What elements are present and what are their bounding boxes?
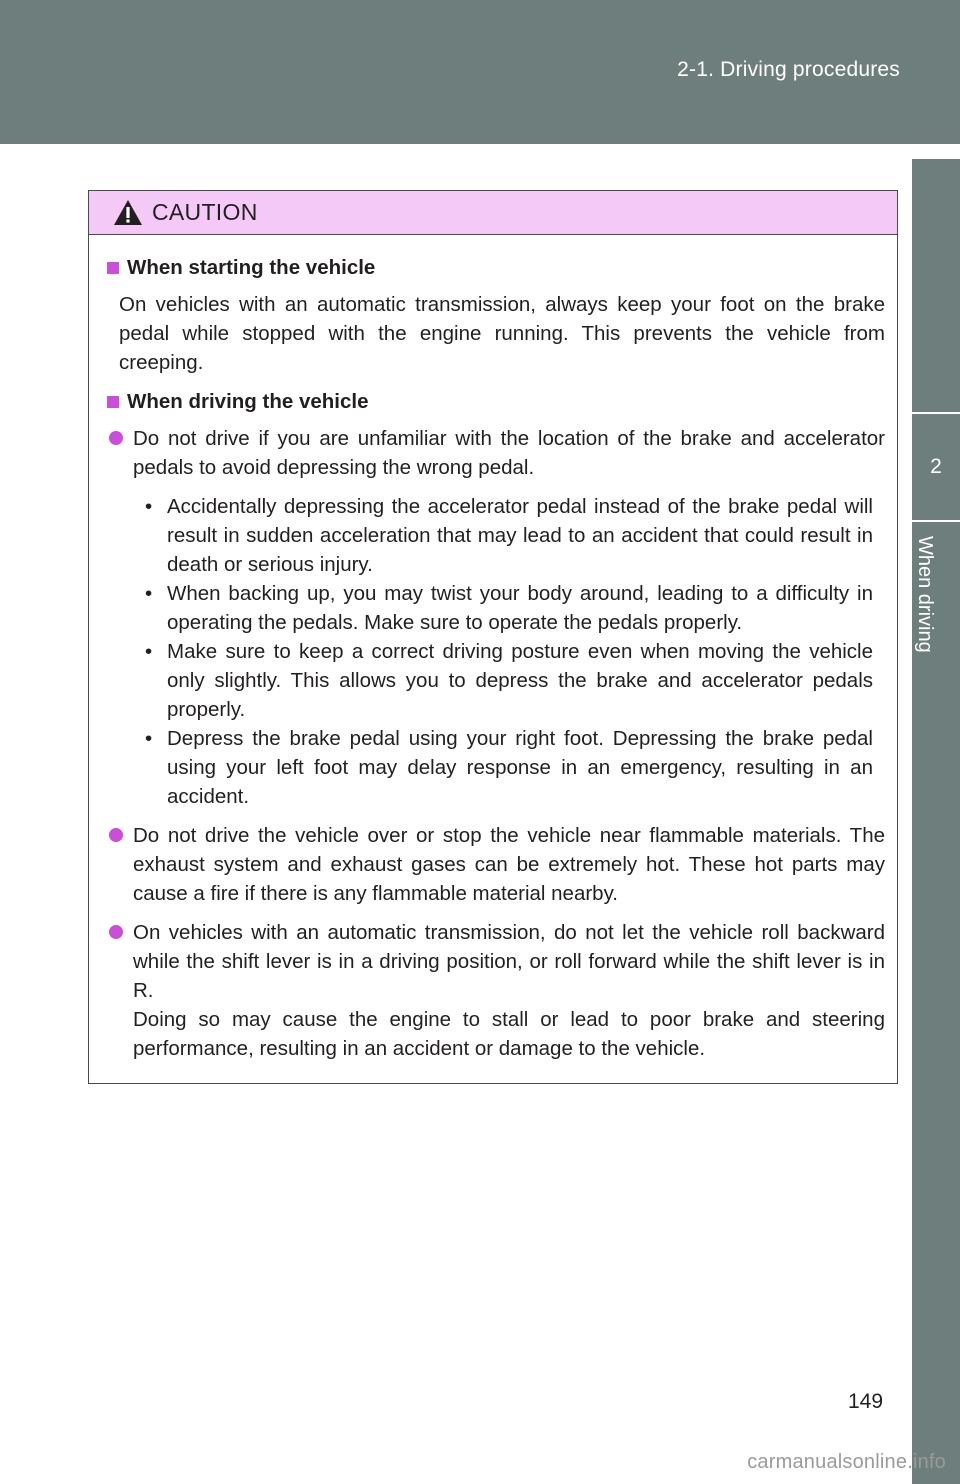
caution-body [89,235,897,1063]
section-heading [105,387,885,416]
circle-bullet-icon [109,828,123,842]
watermark: carmanualsonline.info [747,1451,946,1473]
bullet-text: Do not drive if you are unfamiliar with the location of the brake and accelerator pedals to avoid depressing the wrong pedal. [133,427,885,479]
bullet-text: On vehicles with an automatic transmission, do not let the vehicle roll backward while the shift lever is in a driving position, or roll forward while the shift lever is in R. [133,921,885,1002]
list-item [105,821,885,908]
page-number: 149 [848,1390,884,1413]
section-heading-text: When driving the vehicle [127,390,369,413]
square-bullet-icon [107,396,119,408]
paragraph: On vehicles with an automatic transmission, always keep your foot on the brake pedal while stopped with the engine running. This prevents the vehicle from creeping. [119,293,885,374]
chapter-number: 2 [930,455,942,478]
section-heading [105,253,885,282]
chapter-label: When driving [914,536,936,653]
sub-list [145,492,873,811]
circle-bullet-icon [109,431,123,445]
bullet-text: Do not drive the vehicle over or stop the vehicle near flammable materials. The exhaust system and exhaust gases can be extremely hot. These hot parts may cause a fire if there is any flammable material nearby. [133,824,885,905]
caution-box [88,190,898,1084]
dot-mark-icon: • [145,582,153,605]
sub-item-text: Make sure to keep a correct driving posture even when moving the vehicle only slightly. This allows you to depress the brake and accelerator pedals properly. [167,640,873,721]
section-title: 2-1. Driving procedures [677,58,900,81]
caution-title: CAUTION [152,199,258,225]
list-item [105,424,885,482]
side-tab-top [912,159,960,412]
sub-item-text: Depress the brake pedal using your right foot. Depressing the brake pedal using your left foot may delay response in an emergency, resulting in an accident. [167,727,873,808]
side-tab-chapter [912,414,960,520]
sub-list-item [145,492,873,579]
warning-triangle-icon [113,199,143,226]
square-bullet-icon [107,262,119,274]
sub-item-text: Accidentally depressing the accelerator pedal instead of the brake pedal will result in sudden acceleration that may lead to an accident that could result in death or serious injury. [167,495,873,576]
dot-mark-icon: • [145,640,153,663]
header-band [0,0,960,144]
sub-list-item [145,724,873,811]
sub-list-item [145,579,873,637]
bullet-text-continued: Doing so may cause the engine to stall or lead to poor brake and steering performance, resulting in an accident or damage to the vehicle. [133,1008,885,1060]
sub-item-text: When backing up, you may twist your body around, leading to a difficulty in operating the pedals. Make sure to operate the pedals properly. [167,582,873,634]
circle-bullet-icon [109,925,123,939]
list-item [105,918,885,1063]
dot-mark-icon: • [145,495,153,518]
dot-mark-icon: • [145,727,153,750]
sub-list-item [145,637,873,724]
side-tab-bottom [912,522,960,1484]
caution-header [89,191,897,235]
bullet-text-block [133,918,885,1063]
section-heading-text: When starting the vehicle [127,256,376,279]
